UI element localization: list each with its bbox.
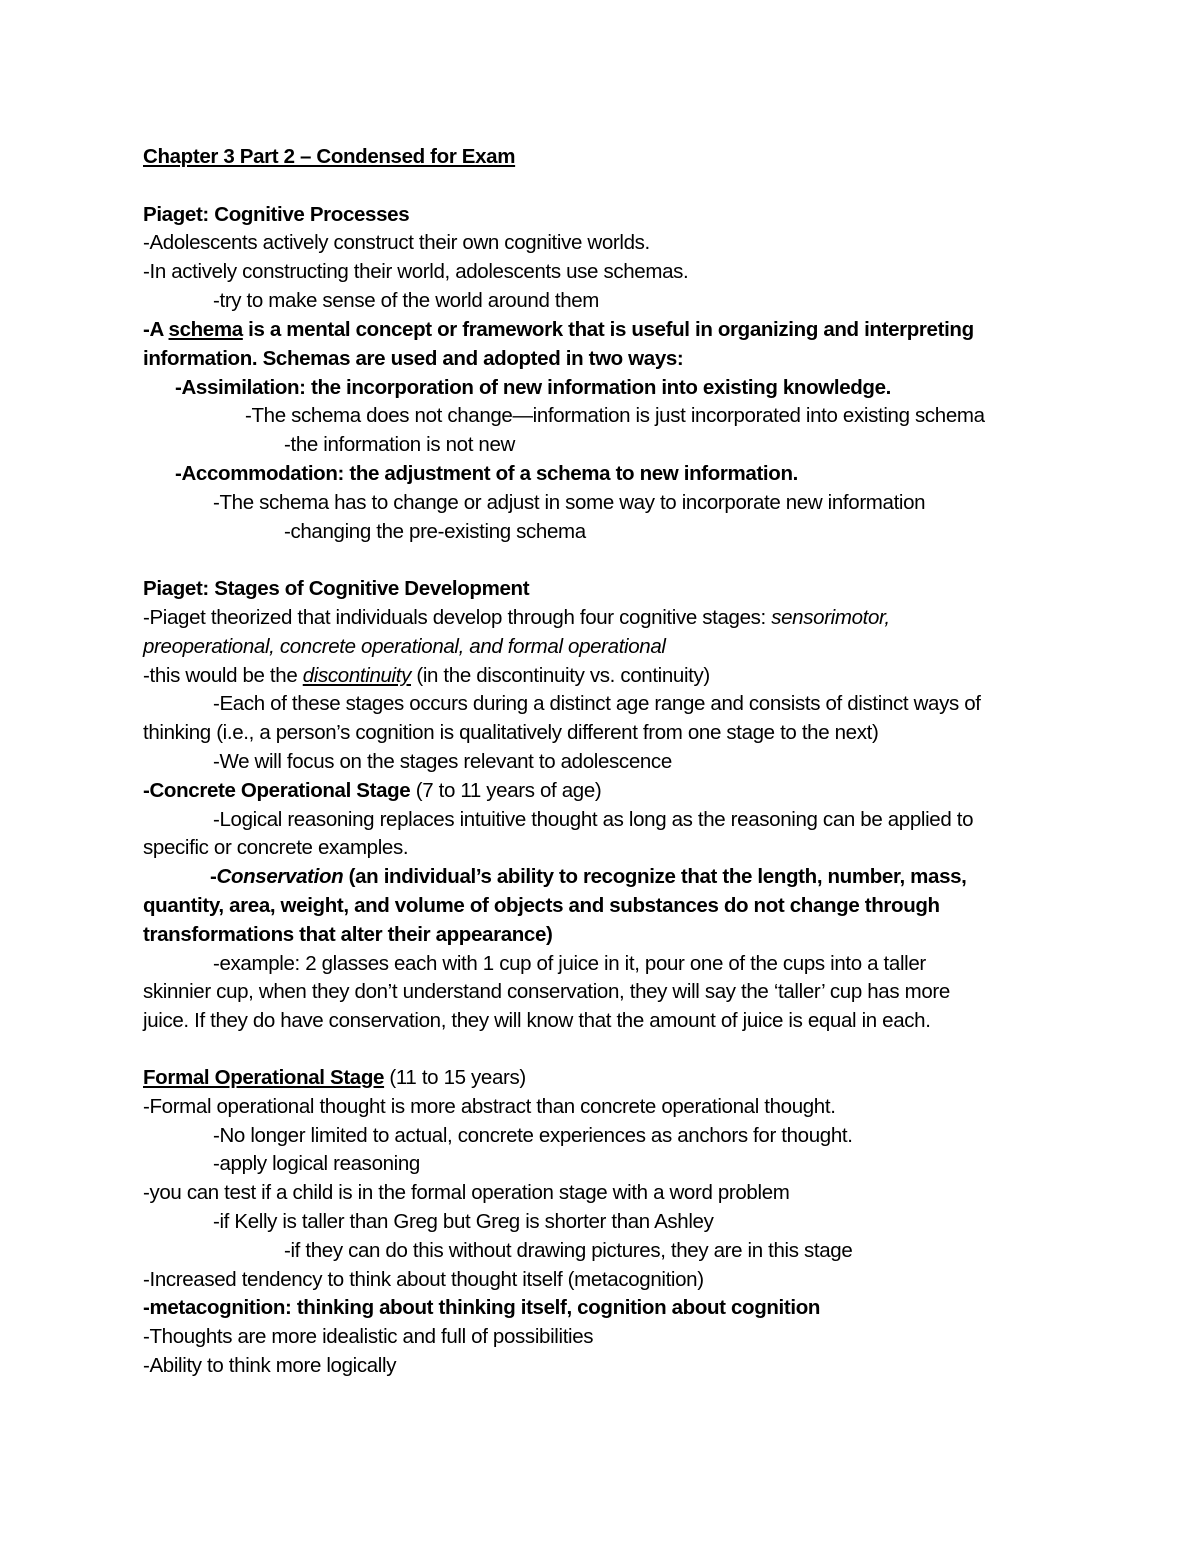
text-line: -changing the pre-existing schema	[284, 520, 586, 543]
text-run: (in the discontinuity vs. continuity)	[411, 664, 710, 687]
conservation-term: Conservation	[216, 865, 344, 888]
text-line: -The schema has to change or adjust in some way to incorporate new information	[213, 491, 926, 514]
text-line: -if they can do this without drawing pictures, they are in this stage	[284, 1239, 853, 1262]
section-heading-cognitive-processes: Piaget: Cognitive Processes	[143, 203, 410, 226]
text-line: specific or concrete examples.	[143, 836, 409, 859]
schema-term: schema	[168, 318, 243, 341]
text-run: is a mental concept or framework that is useful in organizing and interpreting	[242, 318, 974, 341]
text-line: -Thoughts are more idealistic and full of possibilities	[143, 1325, 594, 1348]
text-line: -The schema does not change—information is just incorporated into existing schema	[245, 404, 985, 427]
text-line: -example: 2 glasses each with 1 cup of juice in it, pour one of the cups into a taller	[213, 952, 926, 975]
text-run: -this would be the	[143, 664, 303, 687]
text-run: (7 to 11 years of age)	[410, 779, 602, 802]
text-line: preoperational, concrete operational, and formal operational	[143, 635, 666, 658]
discontinuity-term: discontinuity	[302, 664, 411, 687]
conservation-line	[210, 863, 1060, 892]
formal-operational-heading-line	[143, 1064, 1060, 1093]
text-run: (11 to 15 years)	[384, 1066, 526, 1089]
text-line: -apply logical reasoning	[213, 1152, 420, 1175]
concrete-operational-heading: -Concrete Operational Stage	[143, 779, 411, 802]
text-run: -A	[143, 318, 169, 341]
text-line	[143, 604, 1060, 633]
text-line: -Logical reasoning replaces intuitive thought as long as the reasoning can be applied to	[213, 808, 974, 831]
text-line	[143, 662, 1060, 691]
text-line: -Formal operational thought is more abstract than concrete operational thought.	[143, 1095, 836, 1118]
text-line: information. Schemas are used and adopted in two ways:	[143, 347, 684, 370]
text-line: -try to make sense of the world around them	[213, 289, 600, 312]
concrete-operational-line	[143, 777, 1060, 806]
text-line: -Ability to think more logically	[143, 1354, 397, 1377]
schema-definition-line	[143, 316, 1060, 345]
assimilation-definition: -Assimilation: the incorporation of new information into existing knowledge.	[175, 376, 891, 399]
text-line: -you can test if a child is in the formal operation stage with a word problem	[143, 1181, 790, 1204]
text-line: transformations that alter their appearance)	[143, 923, 553, 946]
text-line: -In actively constructing their world, adolescents use schemas.	[143, 260, 689, 283]
text-line: quantity, area, weight, and volume of objects and substances do not change through	[143, 894, 940, 917]
text-line: -Adolescents actively construct their own cognitive worlds.	[143, 231, 650, 254]
text-line: thinking (i.e., a person’s cognition is qualitatively different from one stage to the next)	[143, 721, 879, 744]
text-line: -Increased tendency to think about thought itself (metacognition)	[143, 1268, 704, 1291]
text-line: -We will focus on the stages relevant to adolescence	[213, 750, 672, 773]
section-heading-stages: Piaget: Stages of Cognitive Development	[143, 577, 530, 600]
metacognition-definition: -metacognition: thinking about thinking itself, cognition about cognition	[143, 1296, 821, 1319]
text-run: -Piaget theorized that individuals develop through four cognitive stages:	[143, 606, 772, 629]
text-line: -the information is not new	[284, 433, 515, 456]
text-run: (an individual’s ability to recognize that the length, number, mass,	[343, 865, 967, 888]
text-run: -	[210, 865, 217, 888]
text-line: -if Kelly is taller than Greg but Greg is shorter than Ashley	[213, 1210, 714, 1233]
section-heading-formal-operational: Formal Operational Stage	[143, 1066, 385, 1089]
text-line: skinnier cup, when they don’t understand conservation, they will say the ‘taller’ cup has more	[143, 980, 950, 1003]
italic-run: sensorimotor,	[771, 606, 890, 629]
document-title: Chapter 3 Part 2 – Condensed for Exam	[143, 145, 516, 168]
text-line: -Each of these stages occurs during a distinct age range and consists of distinct ways of	[213, 692, 981, 715]
text-line: juice. If they do have conservation, they will know that the amount of juice is equal in each.	[143, 1009, 931, 1032]
text-line: -No longer limited to actual, concrete experiences as anchors for thought.	[213, 1124, 853, 1147]
accommodation-definition: -Accommodation: the adjustment of a schema to new information.	[175, 462, 798, 485]
